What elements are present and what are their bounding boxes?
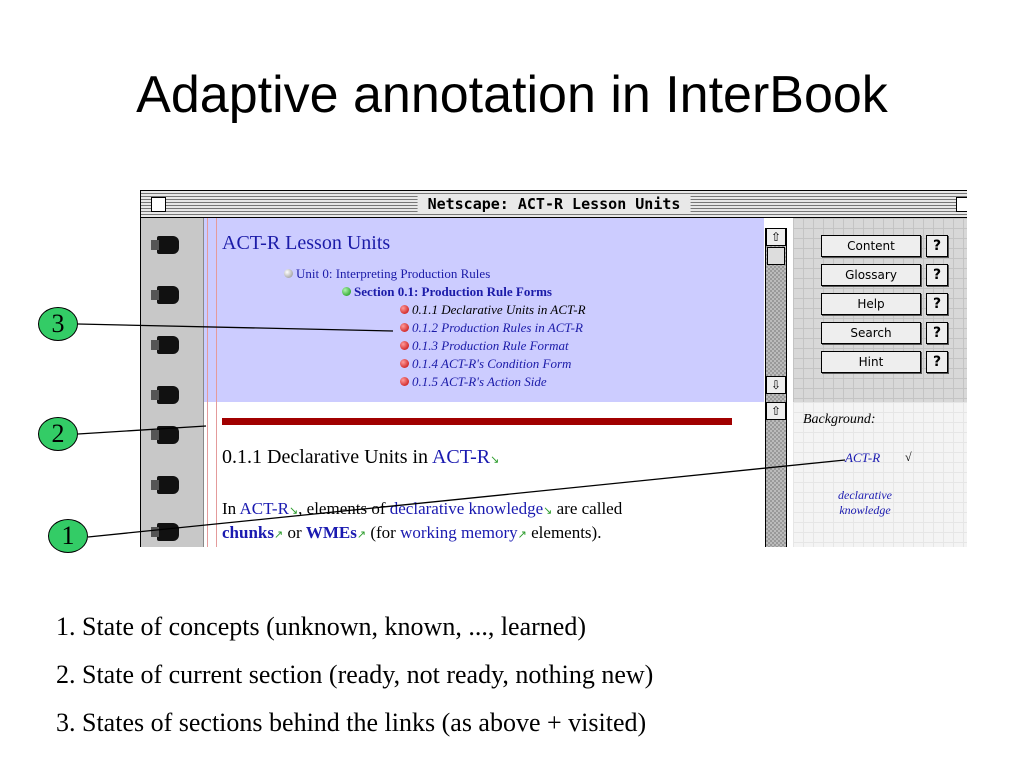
hint-help-button[interactable]: ? bbox=[926, 351, 948, 373]
caption-2: 2. State of current section (ready, not ready, nothing new) bbox=[56, 660, 654, 689]
chunks-link[interactable]: chunks bbox=[222, 523, 274, 542]
content-button[interactable]: Content bbox=[821, 235, 921, 257]
wmes-link[interactable]: WMEs bbox=[305, 523, 357, 542]
background-label: Background: bbox=[803, 412, 876, 427]
toc-item-label: 0.1.4 ACT-R's Condition Form bbox=[412, 356, 572, 371]
search-help-button[interactable]: ? bbox=[926, 322, 948, 344]
para-text: , elements of bbox=[298, 499, 390, 518]
para-text: or bbox=[283, 523, 306, 542]
toc-item-label: 0.1.3 Production Rule Format bbox=[412, 338, 569, 353]
help-button[interactable]: Help bbox=[821, 293, 921, 315]
glossary-help-button[interactable]: ? bbox=[926, 264, 948, 286]
scroll-up-arrow-icon[interactable]: ⇧ bbox=[766, 402, 786, 420]
window-title: Netscape: ACT-R Lesson Units bbox=[418, 194, 691, 214]
link-arrow-icon: ↗ bbox=[356, 529, 367, 541]
link-arrow-icon: ↘ bbox=[490, 454, 500, 466]
slide-title: Adaptive annotation in InterBook bbox=[136, 66, 888, 124]
help-help-button[interactable]: ? bbox=[926, 293, 948, 315]
toc-section-label: Section 0.1: Production Rule Forms bbox=[354, 284, 552, 299]
toc-item-label: 0.1.2 Production Rules in ACT-R bbox=[412, 320, 583, 335]
act-r-link[interactable]: ACT-R bbox=[239, 499, 289, 518]
para-text: elements). bbox=[526, 523, 602, 542]
para-text: (for bbox=[366, 523, 401, 542]
hint-button[interactable]: Hint bbox=[821, 351, 921, 373]
leader-line-2 bbox=[78, 426, 206, 434]
section-title-text: 0.1.1 Declarative Units in bbox=[222, 446, 432, 468]
link-arrow-icon: ↘ bbox=[288, 505, 299, 517]
content-help-button[interactable]: ? bbox=[926, 235, 948, 257]
para-text: In bbox=[222, 499, 240, 518]
leader-line-3 bbox=[78, 324, 393, 331]
link-arrow-icon: ↘ bbox=[543, 505, 553, 517]
callout-3: 3 bbox=[38, 307, 78, 341]
scroll-down-arrow-icon[interactable]: ⇩ bbox=[766, 376, 786, 394]
link-arrow-icon: ↗ bbox=[273, 529, 284, 541]
working-memory-link[interactable]: working memory bbox=[400, 523, 518, 542]
declarative-knowledge-link[interactable]: declarative knowledge bbox=[389, 499, 544, 518]
para-text: are called bbox=[552, 499, 623, 518]
act-r-link[interactable]: ACT-R bbox=[431, 446, 491, 468]
toc-item-label: 0.1.1 Declarative Units in ACT-R bbox=[412, 302, 586, 317]
glossary-button[interactable]: Glossary bbox=[821, 264, 921, 286]
toc-unit-label: Unit 0: Interpreting Production Rules bbox=[296, 266, 491, 281]
background-concept-link[interactable]: ACT-R bbox=[845, 450, 881, 465]
leader-line-1 bbox=[88, 460, 845, 537]
toc-item-label: 0.1.5 ACT-R's Action Side bbox=[412, 374, 547, 389]
callout-2: 2 bbox=[38, 417, 78, 451]
link-arrow-icon: ↗ bbox=[517, 529, 527, 541]
caption-1: 1. State of concepts (unknown, known, ..., learned) bbox=[56, 612, 586, 641]
callout-1: 1 bbox=[48, 519, 88, 553]
caption-3: 3. States of sections behind the links (as above + visited) bbox=[56, 708, 647, 737]
search-button[interactable]: Search bbox=[821, 322, 921, 344]
background-concept-link[interactable]: declarative knowledge bbox=[838, 488, 892, 517]
toc-heading[interactable]: ACT-R Lesson Units bbox=[222, 232, 391, 254]
scroll-up-arrow-icon[interactable]: ⇧ bbox=[766, 228, 786, 246]
learned-check-icon: √ bbox=[905, 450, 912, 464]
